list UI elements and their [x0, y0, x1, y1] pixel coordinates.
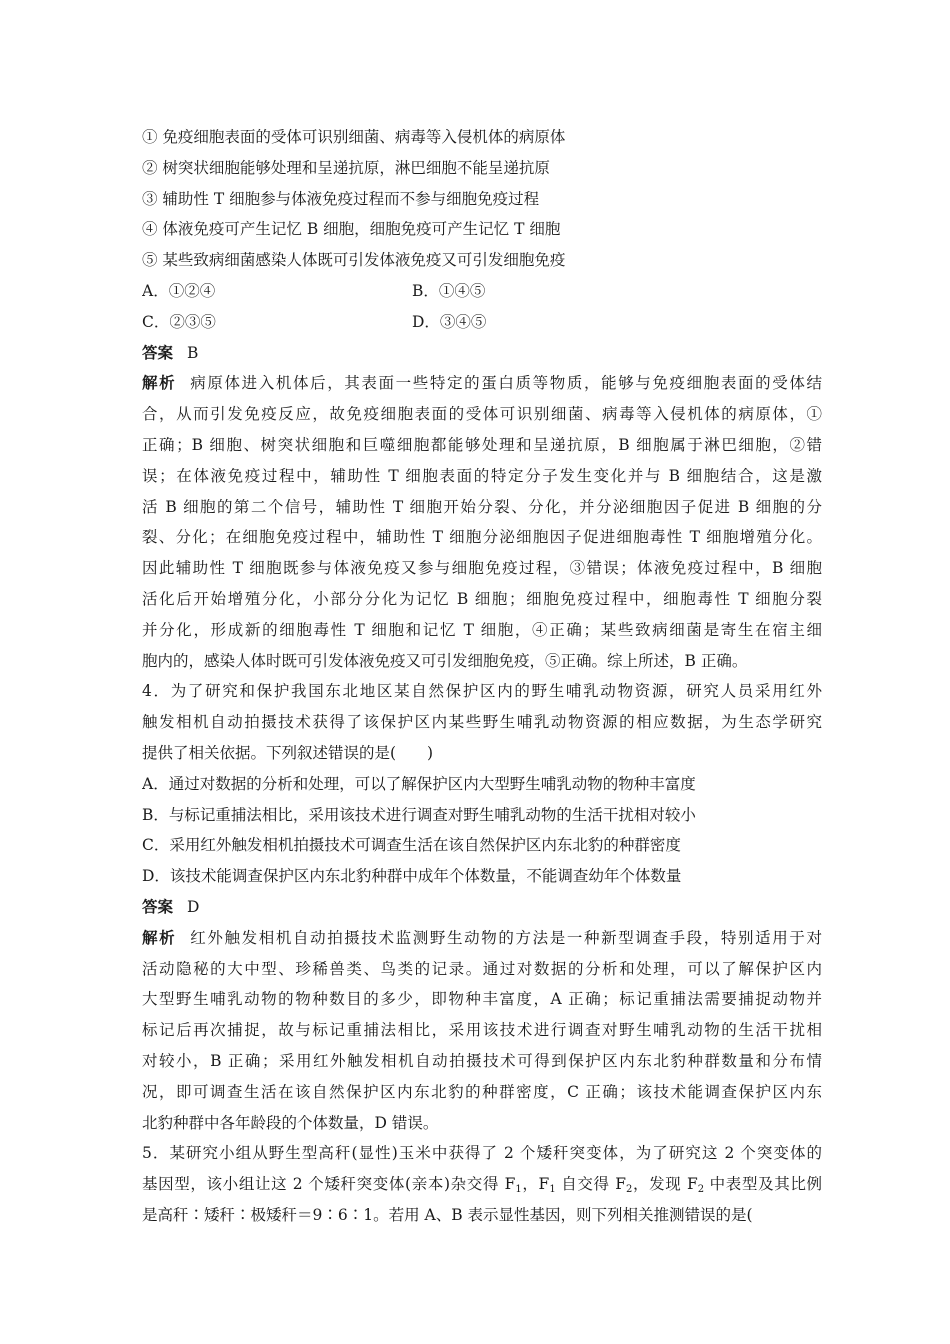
q4-option-d: D．该技术能调查保护区内东北豹种群中成年个体数量，不能调查幼年个体数量 [142, 867, 682, 886]
q3-option-d: D．③④⑤ [412, 312, 487, 331]
q3-analysis-line [142, 368, 822, 399]
q4-analysis-line: 北豹种群中各年龄段的个体数量，D 错误。 [142, 1113, 439, 1132]
answer-value: B [187, 343, 199, 362]
q3-analysis-line: 活化后开始增殖分化，小部分分化为记忆 B 细胞；细胞免疫过程中，细胞毒性 T 细胞分裂 [142, 589, 822, 608]
q3-analysis-line: 活 B 细胞的第二个信号，辅助性 T 细胞开始分裂、分化，并分泌细胞因子促进 B 细胞的分 [142, 497, 822, 516]
q3-statement: ④ 体液免疫可产生记忆 B 细胞，细胞免疫可产生记忆 T 细胞 [142, 220, 561, 239]
subscript: 1 [549, 1184, 556, 1196]
analysis-label: 解析 [142, 373, 177, 393]
q3-analysis-line: 合，从而引发免疫反应，故免疫细胞表面的受体可识别细菌、病毒等入侵机体的病原体，① [142, 405, 822, 424]
q4-stem-line: 提供了相关依据。下列叙述错误的是( ) [142, 743, 434, 762]
q3-analysis-line: 正确；B 细胞、树突状细胞和巨噬细胞都能够处理和呈递抗原，B 细胞属于淋巴细胞，②错 [142, 435, 822, 454]
q3-option-c: C．②③⑤ [142, 312, 216, 331]
q4-option-c: C．采用红外触发相机拍摄技术可调查生活在该自然保护区内东北豹的种群密度 [142, 836, 681, 855]
q4-analysis-line: 况，即可调查生活在该自然保护区内东北豹的种群密度，C 正确；该技术能调查保护区内东 [142, 1082, 822, 1101]
analysis-text: 红外触发相机自动拍摄技术监测野生动物的方法是一种新型调查手段，特别适用于对 [190, 928, 822, 947]
q4-option-b: B．与标记重捕法相比，采用该技术进行调查对野生哺乳动物的生活干扰相对较小 [142, 805, 696, 824]
q3-statement: ⑤ 某些致病细菌感染人体既可引发体液免疫又可引发细胞免疫 [142, 251, 566, 270]
q4-analysis-line: 对较小，B 正确；采用红外触发相机自动拍摄技术可得到保护区内东北豹种群数量和分布情 [142, 1051, 822, 1070]
q5-stem-line: 5．某研究小组从野生型高秆(显性)玉米中获得了 2 个矮秆突变体，为了研究这 2 个突变体的 [142, 1144, 822, 1163]
q5-text: 自交得 F [555, 1175, 626, 1194]
q4-analysis-line: 标记后再次捕捉，故与标记重捕法相比，采用该技术进行调查对野生哺乳动物的生活干扰相 [142, 1021, 822, 1040]
q3-analysis-line: 因此辅助性 T 细胞既参与体液免疫又参与细胞免疫过程，③错误；体液免疫过程中，B 细胞 [142, 559, 822, 578]
answer-value: D [187, 897, 200, 916]
q5-text: ，发现 F [632, 1175, 698, 1194]
subscript: 1 [515, 1184, 522, 1196]
q5-text: 中表型及其比例 [704, 1175, 822, 1194]
q3-analysis-line: 胞内的，感染人体时既可引发体液免疫又可引发细胞免疫，⑤正确。综上所述，B 正确。 [142, 651, 748, 670]
q5-stem-line [142, 1169, 822, 1200]
q4-analysis-line: 活动隐秘的大中型、珍稀兽类、鸟类的记录。通过对数据的分析和处理，可以了解保护区内 [142, 959, 822, 978]
q4-answer [142, 892, 822, 923]
q3-analysis-line: 裂、分化；在细胞免疫过程中，辅助性 T 细胞分泌细胞因子促进细胞毒性 T 细胞增殖分化。 [142, 528, 822, 547]
q5-text: ，F [521, 1175, 550, 1194]
analysis-label: 解析 [142, 927, 177, 947]
q3-option-b: B．①④⑤ [412, 281, 486, 300]
analysis-text: 病原体进入机体后，其表面一些特定的蛋白质等物质，能够与免疫细胞表面的受体结 [190, 374, 822, 393]
q3-options-row-2 [142, 307, 822, 338]
q3-option-a: A．①②④ [142, 281, 216, 300]
q3-analysis-line: 并分化，形成新的细胞毒性 T 细胞和记忆 T 细胞，④正确；某些致病细菌是寄生在宿主细 [142, 620, 822, 639]
q4-stem-line: 触发相机自动拍摄技术获得了该保护区内某些野生哺乳动物资源的相应数据，为生态学研究 [142, 713, 822, 732]
q3-statement: ③ 辅助性 T 细胞参与体液免疫过程而不参与细胞免疫过程 [142, 189, 540, 208]
q4-analysis-line [142, 923, 822, 954]
q5-stem-line: 是高秆∶矮秆∶极矮秆＝9∶6∶1。若用 A、B 表示显性基因，则下列相关推测错误的是( [142, 1205, 753, 1224]
q3-analysis-line: 误；在体液免疫过程中，辅助性 T 细胞表面的特定分子发生变化并与 B 细胞结合，这是激 [142, 466, 822, 485]
subscript: 2 [625, 1184, 633, 1196]
q5-text: 基因型，该小组让这 2 个矮秆突变体(亲本)杂交得 F [142, 1175, 516, 1194]
q3-statement: ① 免疫细胞表面的受体可识别细菌、病毒等入侵机体的病原体 [142, 128, 566, 146]
answer-label: 答案 [142, 342, 174, 362]
q4-stem-line: 4．为了研究和保护我国东北地区某自然保护区内的野生哺乳动物资源，研究人员采用红外 [142, 682, 822, 701]
q4-option-a: A．通过对数据的分析和处理，可以了解保护区内大型野生哺乳动物的物种丰富度 [142, 774, 696, 793]
q3-answer [142, 338, 822, 369]
question-content [142, 122, 822, 1231]
answer-label: 答案 [142, 896, 174, 916]
subscript: 2 [697, 1184, 705, 1196]
q3-statement: ② 树突状细胞能够处理和呈递抗原，淋巴细胞不能呈递抗原 [142, 158, 550, 177]
q4-analysis-line: 大型野生哺乳动物的物种数目的多少，即物种丰富度，A 正确；标记重捕法需要捕捉动物并 [142, 990, 822, 1009]
q3-options-row-1 [142, 276, 822, 307]
